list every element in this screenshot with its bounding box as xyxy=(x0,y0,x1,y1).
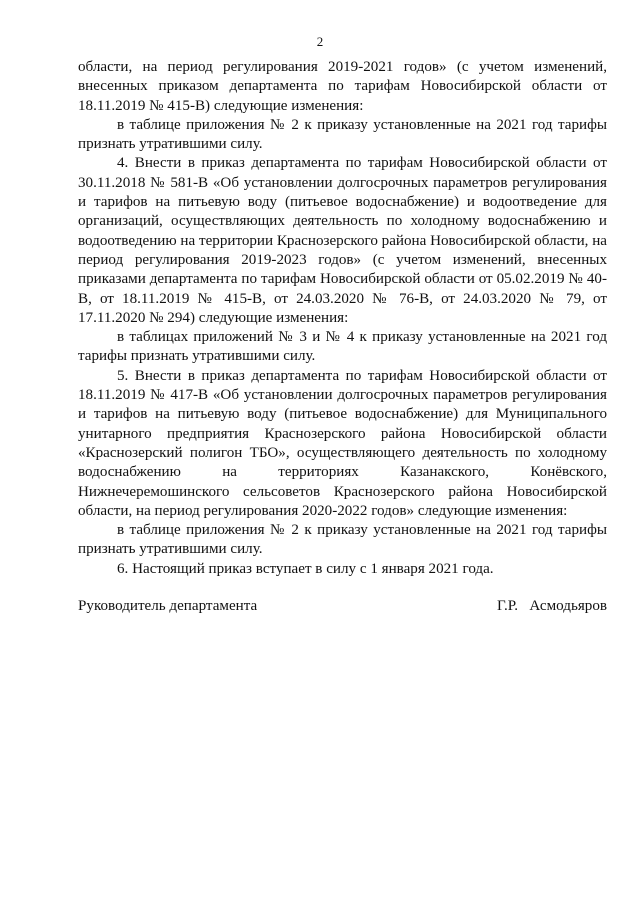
signatory-name: Г.Р. Асмодьяров xyxy=(496,598,607,614)
paragraph-continuation: области, на период регулирования 2019-2021 годов» (с учетом изменений, внесенных приказом департамента по тарифам Новосибирской области от 18.11.2019 № 415-В) следующие изменения: xyxy=(78,59,607,114)
document-body xyxy=(78,58,607,579)
page-number: 2 xyxy=(316,34,324,49)
paragraph-item-5-change: в таблице приложения № 2 к приказу установленные на 2021 год тарифы признать утратившими силу. xyxy=(78,522,607,558)
paragraph-item-4: 4. Внести в приказ департамента по тарифам Новосибирской области от 30.11.2018 № 581-В «Об установлении долгосрочных параметров регулирования и тарифов на питьевую воду (питьевое водоснабжение) и водоотведение для организаций, осуществляющих деятельность по холодному водоснабжению и водоотведению на территории Краснозерского района Новосибирской области, на период регулирования 2019-2023 годов» (с учетом изменений, внесенных приказами департамента по тарифам Новосибирской области от 05.02.2019 № 40-В, от 18.11.2019 № 415-В, от 24.03.2020 № 76-В, от 24.03.2020 № 79, от 17.11.2020 № 294) следующие изменения: xyxy=(78,155,607,326)
paragraph-item-3-change: в таблице приложения № 2 к приказу установленные на 2021 год тарифы признать утратившими силу. xyxy=(78,116,607,153)
signatory-position: Руководитель департамента xyxy=(78,598,258,614)
paragraph-item-4-change: в таблицах приложений № 3 и № 4 к приказу установленные на 2021 год тарифы признать утратившими силу. xyxy=(78,329,607,365)
paragraph-item-6: 6. Настоящий приказ вступает в силу с 1 января 2021 года. xyxy=(117,560,494,577)
paragraph-item-5: 5. Внести в приказ департамента по тарифам Новосибирской области от 18.11.2019 № 417-В «Об установлении долгосрочных параметров регулирования и тарифов на питьевую воду (питьевое водоснабжение) для Муниципального унитарного предприятия Краснозерского района Новосибирской области «Краснозерский полигон ТБО», осуществляющего деятельность по холодному водоснабжению на территориях Казанакского, Конёвского, Нижнечеремошинского сельсоветов Краснозерского района Новосибирской области, на период регулирования 2020-2022 годов» следующие изменения: xyxy=(78,367,607,519)
signature-block xyxy=(78,596,607,616)
